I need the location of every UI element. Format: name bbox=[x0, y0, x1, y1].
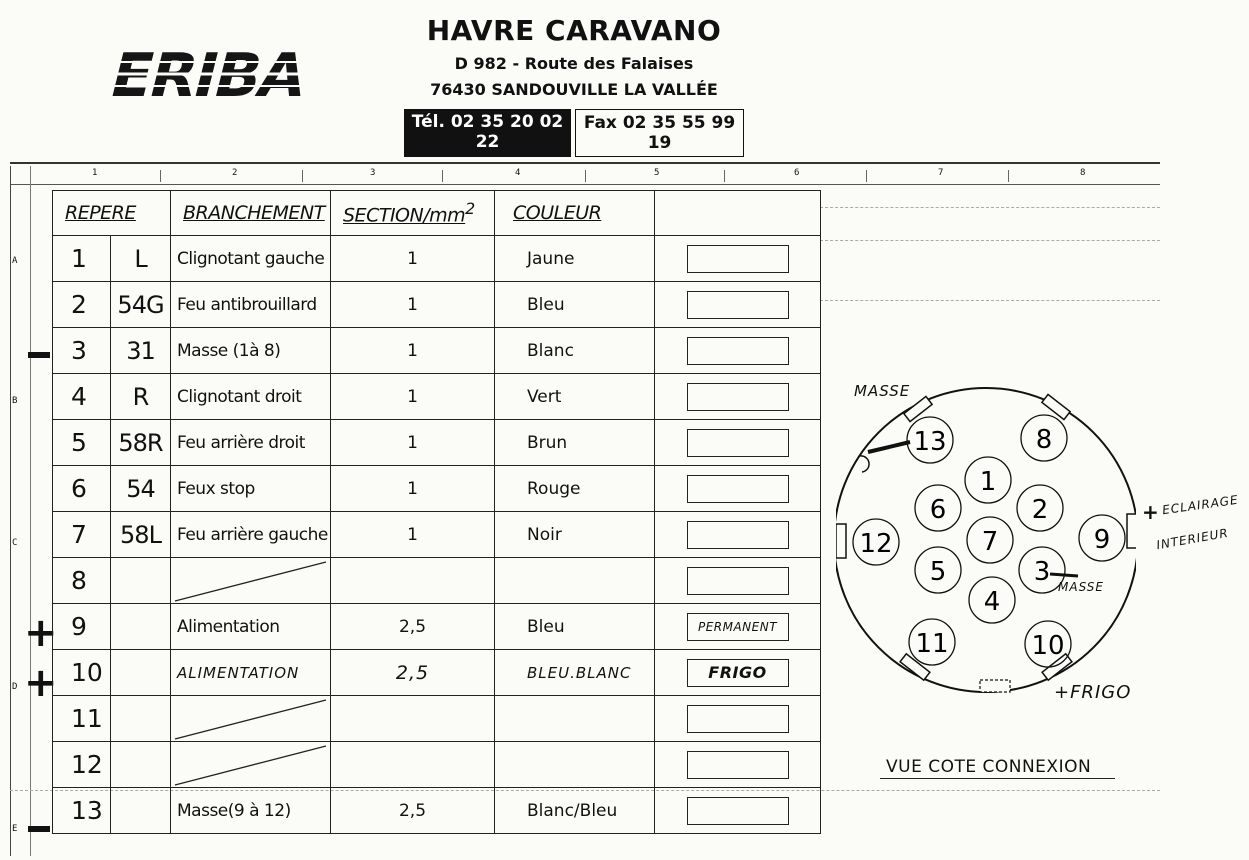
pin-section bbox=[331, 558, 495, 604]
table-row bbox=[53, 328, 821, 374]
pin-section bbox=[331, 742, 495, 788]
table-row bbox=[53, 466, 821, 512]
connector-notch bbox=[860, 456, 869, 472]
ruler-col-2: 2 bbox=[232, 168, 238, 178]
unused-branchement-cell bbox=[171, 696, 331, 742]
table-header-row bbox=[53, 191, 821, 236]
pin-number: 5 bbox=[53, 420, 111, 466]
table-row bbox=[53, 788, 821, 834]
note-box bbox=[687, 291, 789, 319]
pin-number: 9 bbox=[53, 604, 111, 650]
pin-code bbox=[111, 742, 171, 788]
pin-couleur: BLEU.BLANC bbox=[495, 650, 655, 696]
dealer-fax: Fax 02 35 55 99 19 bbox=[575, 109, 744, 157]
note-box bbox=[687, 429, 789, 457]
pin-3-label: 3 bbox=[1033, 557, 1051, 587]
table-row bbox=[53, 282, 821, 328]
pin-couleur: Bleu bbox=[495, 604, 655, 650]
ruler-col-5: 5 bbox=[654, 168, 660, 178]
pin-branchement: Masse(9 à 12) bbox=[171, 788, 331, 834]
connector-key-top-right bbox=[1042, 394, 1070, 419]
connector-pin-12 bbox=[853, 519, 899, 565]
dealer-header bbox=[404, 8, 744, 158]
table-row bbox=[53, 512, 821, 558]
connector-pin-9 bbox=[1079, 515, 1125, 561]
pin-code bbox=[111, 558, 171, 604]
connector-svg bbox=[836, 380, 1136, 700]
pin-section: 1 bbox=[331, 374, 495, 420]
pin-8-label: 8 bbox=[1035, 425, 1053, 455]
table-row bbox=[53, 558, 821, 604]
pin-branchement: ALIMENTATION bbox=[171, 650, 331, 696]
header-couleur: COULEUR bbox=[495, 191, 655, 236]
pin-couleur bbox=[495, 696, 655, 742]
pin-code bbox=[111, 696, 171, 742]
header-notes bbox=[655, 191, 821, 236]
row-letter-c: C bbox=[12, 538, 18, 548]
pin-number: 11 bbox=[53, 696, 111, 742]
eriba-logo-text: ERIBA bbox=[103, 44, 313, 102]
note-box bbox=[687, 521, 789, 549]
note-box bbox=[687, 705, 789, 733]
pin-branchement: Feu arrière gauche bbox=[171, 512, 331, 558]
connector-key-left bbox=[836, 524, 846, 558]
masse-wire bbox=[868, 442, 910, 452]
note-box bbox=[687, 475, 789, 503]
pin-code: 31 bbox=[111, 328, 171, 374]
pin-branchement: Alimentation bbox=[171, 604, 331, 650]
plus-mark-row10: + bbox=[24, 660, 58, 706]
pin-number: 2 bbox=[53, 282, 111, 328]
connector-pin-4 bbox=[969, 577, 1015, 623]
connector-caption: VUE COTE CONNEXION bbox=[886, 757, 1092, 777]
pin-branchement: Masse (1à 8) bbox=[171, 328, 331, 374]
pin-section: 2,5 bbox=[331, 604, 495, 650]
pin-7-label: 7 bbox=[981, 527, 999, 557]
minus-mark-row13 bbox=[28, 826, 50, 832]
dealer-phones bbox=[404, 109, 744, 157]
connector-pin-6 bbox=[915, 485, 961, 531]
pin-number: 3 bbox=[53, 328, 111, 374]
connector-pin-13 bbox=[907, 417, 953, 463]
pin-number: 1 bbox=[53, 236, 111, 282]
pin-number: 10 bbox=[53, 650, 111, 696]
pin-6-label: 6 bbox=[929, 495, 947, 525]
table-row bbox=[53, 420, 821, 466]
table-row bbox=[53, 742, 821, 788]
eclairage-label: ECLAIRAGE bbox=[1161, 492, 1240, 518]
pin-branchement: Feu antibrouillard bbox=[171, 282, 331, 328]
pin-number: 12 bbox=[53, 742, 111, 788]
connector-caption-underline bbox=[880, 778, 1115, 779]
pin-section bbox=[331, 696, 495, 742]
frame-left-inner-line bbox=[30, 166, 31, 856]
pin-section: 2,5 bbox=[331, 788, 495, 834]
note-box-frigo: FRIGO bbox=[687, 659, 789, 687]
row-letter-b: B bbox=[12, 396, 18, 406]
dealer-name: HAVRE CARAVANO bbox=[426, 14, 722, 47]
ruler-col-7: 7 bbox=[938, 168, 944, 178]
note-box bbox=[687, 337, 789, 365]
ruler-col-3: 3 bbox=[370, 168, 376, 178]
header-repere: REPERE bbox=[53, 191, 171, 236]
pin-couleur: Blanc bbox=[495, 328, 655, 374]
pin-section: 2,5 bbox=[331, 650, 495, 696]
table-row bbox=[53, 236, 821, 282]
note-box bbox=[687, 245, 789, 273]
pin-couleur bbox=[495, 742, 655, 788]
pin-number: 6 bbox=[53, 466, 111, 512]
pin-couleur: Jaune bbox=[495, 236, 655, 282]
pin-couleur: Vert bbox=[495, 374, 655, 420]
pin-couleur: Noir bbox=[495, 512, 655, 558]
frigo-label: +FRIGO bbox=[1054, 682, 1132, 703]
pin-section: 1 bbox=[331, 512, 495, 558]
pin-13-label: 13 bbox=[913, 427, 947, 457]
connector-key-bottom bbox=[980, 680, 1010, 692]
ruler-col-8: 8 bbox=[1080, 168, 1086, 178]
pin-couleur: Brun bbox=[495, 420, 655, 466]
header-branchement: BRANCHEMENT bbox=[171, 191, 331, 236]
pin-number: 7 bbox=[53, 512, 111, 558]
eriba-logo bbox=[100, 44, 350, 102]
connector-pin-8 bbox=[1021, 415, 1067, 461]
connector-pin-10 bbox=[1025, 621, 1071, 667]
masse-label-top: MASSE bbox=[854, 382, 911, 400]
pin-section: 1 bbox=[331, 328, 495, 374]
pin-code: 58R bbox=[111, 420, 171, 466]
pin-branchement: Feu arrière droit bbox=[171, 420, 331, 466]
pin-branchement: Clignotant droit bbox=[171, 374, 331, 420]
connector-pin-1 bbox=[965, 457, 1011, 503]
note-box bbox=[687, 797, 789, 825]
connector-pin-7 bbox=[967, 517, 1013, 563]
table-row bbox=[53, 696, 821, 742]
pin-number: 8 bbox=[53, 558, 111, 604]
column-ruler bbox=[10, 166, 1160, 185]
pin-11-label: 11 bbox=[915, 629, 949, 659]
pin-branchement: Feux stop bbox=[171, 466, 331, 512]
pin-code bbox=[111, 604, 171, 650]
ruler-col-1: 1 bbox=[92, 168, 98, 178]
pin-section: 1 bbox=[331, 236, 495, 282]
connector-key-right bbox=[1127, 514, 1136, 548]
pin-section: 1 bbox=[331, 282, 495, 328]
pin-number: 4 bbox=[53, 374, 111, 420]
row-letter-e: E bbox=[12, 824, 18, 834]
pin-5-label: 5 bbox=[929, 557, 947, 587]
pin-number: 13 bbox=[53, 788, 111, 834]
unused-branchement-cell bbox=[171, 558, 331, 604]
connector-pin-11 bbox=[909, 619, 955, 665]
eclairage-plus-sign: + bbox=[1142, 500, 1160, 524]
connector-pin-2 bbox=[1017, 485, 1063, 531]
ruler-col-4: 4 bbox=[515, 168, 521, 178]
interieur-label: INTERIEUR bbox=[1155, 525, 1230, 553]
frame-top-line bbox=[10, 162, 1160, 164]
pin-couleur: Rouge bbox=[495, 466, 655, 512]
pin-branchement: Clignotant gauche bbox=[171, 236, 331, 282]
pin-9-label: 9 bbox=[1093, 525, 1111, 555]
note-box bbox=[687, 567, 789, 595]
pin-code bbox=[111, 650, 171, 696]
ruler-col-6: 6 bbox=[794, 168, 800, 178]
pin-section: 1 bbox=[331, 420, 495, 466]
pin-code: L bbox=[111, 236, 171, 282]
wiring-table bbox=[52, 190, 821, 834]
plus-mark-row9: + bbox=[24, 610, 58, 656]
table-row bbox=[53, 374, 821, 420]
pin-couleur: Blanc/Bleu bbox=[495, 788, 655, 834]
minus-mark-row3 bbox=[28, 352, 50, 358]
frame-left-line bbox=[10, 166, 11, 856]
pin-10-label: 10 bbox=[1031, 631, 1065, 661]
connector-pin-5 bbox=[915, 547, 961, 593]
pin-1-label: 1 bbox=[979, 467, 997, 497]
note-box bbox=[687, 383, 789, 411]
pin-code: R bbox=[111, 374, 171, 420]
pin3-masse-wire bbox=[1050, 574, 1078, 576]
pin-2-label: 2 bbox=[1031, 495, 1049, 525]
row-letter-d: D bbox=[12, 682, 18, 692]
note-box-permanent: PERMANENT bbox=[687, 613, 789, 641]
note-box bbox=[687, 751, 789, 779]
pin-couleur: Bleu bbox=[495, 282, 655, 328]
pin-section: 1 bbox=[331, 466, 495, 512]
pin-code: 54 bbox=[111, 466, 171, 512]
pin-couleur bbox=[495, 558, 655, 604]
pin-4-label: 4 bbox=[983, 587, 1001, 617]
unused-branchement-cell bbox=[171, 742, 331, 788]
table-row bbox=[53, 604, 821, 650]
pin-12-label: 12 bbox=[859, 529, 893, 559]
dealer-tel: Tél. 02 35 20 02 22 bbox=[404, 109, 571, 157]
connector-diagram bbox=[836, 380, 1136, 700]
dealer-address-line2: 76430 SANDOUVILLE LA VALLÉE bbox=[430, 80, 718, 99]
pin-code: 58L bbox=[111, 512, 171, 558]
header-section: SECTION/$mm^2$ bbox=[331, 191, 495, 236]
masse-label-pin3: MASSE bbox=[1058, 580, 1104, 594]
row-letter-a: A bbox=[12, 256, 18, 266]
pin-code bbox=[111, 788, 171, 834]
dealer-address-line1: D 982 - Route des Falaises bbox=[454, 54, 694, 73]
table-row bbox=[53, 650, 821, 696]
pin-code: 54G bbox=[111, 282, 171, 328]
